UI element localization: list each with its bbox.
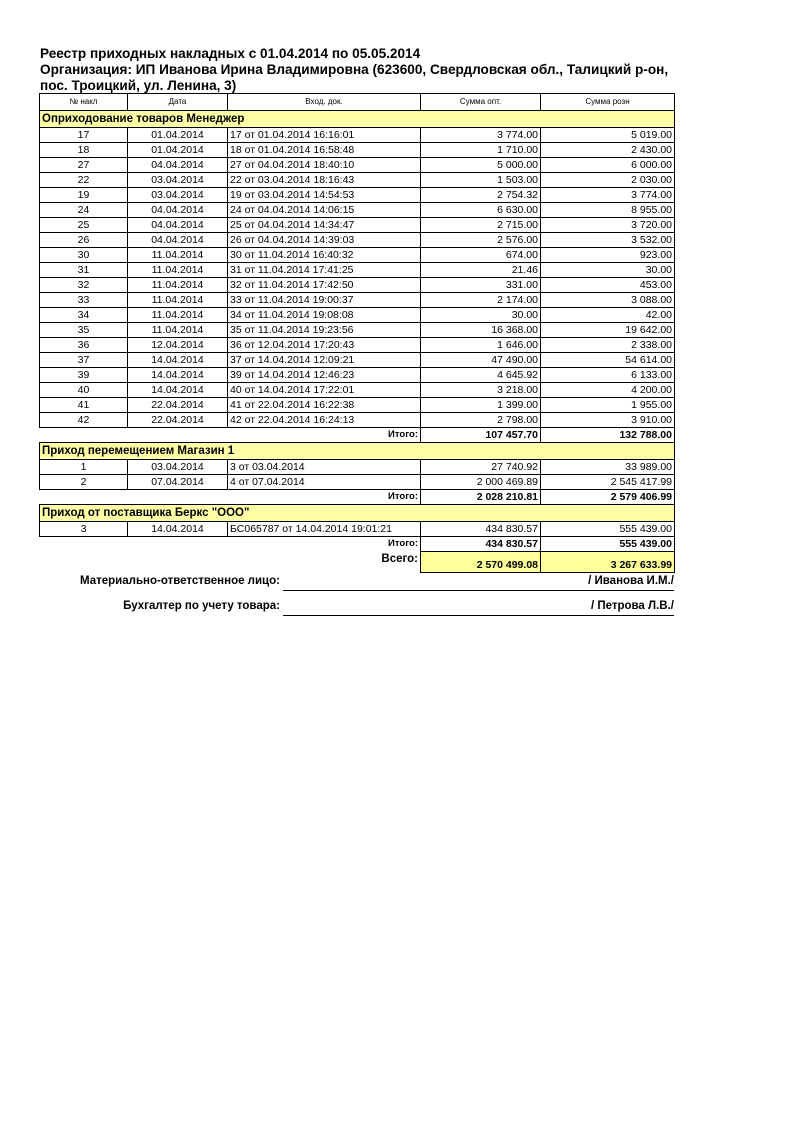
report-title: Реестр приходных накладных с 01.04.2014 по 05.05.2014 (40, 46, 421, 61)
cell-number: 37 (40, 353, 128, 368)
table-row (40, 278, 675, 293)
cell-number: 30 (40, 248, 128, 263)
cell-document: 30 от 11.04.2014 16:40:32 (228, 248, 421, 263)
table-row (40, 203, 675, 218)
table-row (40, 383, 675, 398)
cell-sum-retail: 453.00 (541, 278, 675, 293)
cell-date: 04.04.2014 (128, 203, 228, 218)
report-header (40, 46, 680, 94)
cell-document: 39 от 14.04.2014 12:46:23 (228, 368, 421, 383)
section-total-row (40, 490, 675, 505)
table-row (40, 218, 675, 233)
cell-sum-wholesale: 5 000.00 (421, 158, 541, 173)
cell-number: 39 (40, 368, 128, 383)
cell-sum-retail: 2 545 417.99 (541, 475, 675, 490)
cell-document: 36 от 12.04.2014 17:20:43 (228, 338, 421, 353)
cell-sum-retail: 6 000.00 (541, 158, 675, 173)
organization-address: пос. Троицкий, ул. Ленина, 3) (40, 78, 237, 93)
table-row (40, 475, 675, 490)
cell-number: 3 (40, 522, 128, 537)
cell-date: 14.04.2014 (128, 383, 228, 398)
table-row (40, 293, 675, 308)
total-sum-wholesale: 2 028 210.81 (421, 490, 541, 505)
table-body (40, 111, 675, 573)
cell-sum-wholesale: 434 830.57 (421, 522, 541, 537)
cell-sum-wholesale: 16 368.00 (421, 323, 541, 338)
cell-document: 18 от 01.04.2014 16:58:48 (228, 143, 421, 158)
cell-sum-wholesale: 2 798.00 (421, 413, 541, 428)
cell-number: 27 (40, 158, 128, 173)
total-sum-wholesale: 107 457.70 (421, 428, 541, 443)
cell-document: 26 от 04.04.2014 14:39:03 (228, 233, 421, 248)
cell-sum-wholesale: 2 000 469.89 (421, 475, 541, 490)
cell-date: 14.04.2014 (128, 353, 228, 368)
cell-date: 11.04.2014 (128, 263, 228, 278)
cell-date: 03.04.2014 (128, 460, 228, 475)
table-row (40, 308, 675, 323)
grand-total-sum-wholesale: 2 570 499.08 (421, 552, 541, 573)
cell-date: 22.04.2014 (128, 398, 228, 413)
column-header-sum-wholesale: Сумма опт. (421, 94, 541, 111)
cell-number: 32 (40, 278, 128, 293)
cell-number: 2 (40, 475, 128, 490)
cell-date: 11.04.2014 (128, 278, 228, 293)
cell-date: 11.04.2014 (128, 323, 228, 338)
table-row (40, 353, 675, 368)
cell-sum-retail: 2 338.00 (541, 338, 675, 353)
cell-date: 11.04.2014 (128, 293, 228, 308)
organization-line: Организация: ИП Иванова Ирина Владимировна (623600, Свердловская обл., Талицкий р-он, (40, 62, 669, 77)
table-header-row (40, 94, 675, 111)
cell-sum-wholesale: 2 715.00 (421, 218, 541, 233)
cell-number: 42 (40, 413, 128, 428)
cell-date: 11.04.2014 (128, 308, 228, 323)
table-row (40, 128, 675, 143)
cell-sum-wholesale: 2 174.00 (421, 293, 541, 308)
cell-document: 25 от 04.04.2014 14:34:47 (228, 218, 421, 233)
table-row (40, 158, 675, 173)
cell-date: 04.04.2014 (128, 218, 228, 233)
cell-number: 25 (40, 218, 128, 233)
cell-document: 40 от 14.04.2014 17:22:01 (228, 383, 421, 398)
total-sum-retail: 2 579 406.99 (541, 490, 675, 505)
cell-number: 40 (40, 383, 128, 398)
cell-sum-retail: 3 774.00 (541, 188, 675, 203)
cell-document: 27 от 04.04.2014 18:40:10 (228, 158, 421, 173)
table-row (40, 233, 675, 248)
total-sum-retail: 555 439.00 (541, 537, 675, 552)
cell-number: 26 (40, 233, 128, 248)
signature-line (283, 590, 674, 591)
cell-document: 3 от 03.04.2014 (228, 460, 421, 475)
table-row (40, 263, 675, 278)
section-title: Приход от поставщика Беркс "ООО" (40, 505, 675, 522)
table-row (40, 173, 675, 188)
section-header-row (40, 111, 675, 128)
table-row (40, 248, 675, 263)
cell-sum-retail: 3 532.00 (541, 233, 675, 248)
cell-number: 33 (40, 293, 128, 308)
total-label: Итого: (388, 429, 418, 440)
table-row (40, 143, 675, 158)
cell-document: 34 от 11.04.2014 19:08:08 (228, 308, 421, 323)
cell-sum-retail: 2 030.00 (541, 173, 675, 188)
cell-document: 32 от 11.04.2014 17:42:50 (228, 278, 421, 293)
cell-sum-wholesale: 3 218.00 (421, 383, 541, 398)
column-header-document: Вход. док. (228, 94, 421, 111)
cell-date: 04.04.2014 (128, 233, 228, 248)
cell-number: 35 (40, 323, 128, 338)
cell-sum-wholesale: 47 490.00 (421, 353, 541, 368)
table-row (40, 368, 675, 383)
cell-sum-retail: 2 430.00 (541, 143, 675, 158)
cell-date: 01.04.2014 (128, 128, 228, 143)
invoice-register-table (39, 93, 675, 573)
cell-document: 24 от 04.04.2014 14:06:15 (228, 203, 421, 218)
cell-sum-wholesale: 2 754.32 (421, 188, 541, 203)
cell-date: 07.04.2014 (128, 475, 228, 490)
cell-date: 03.04.2014 (128, 173, 228, 188)
cell-number: 22 (40, 173, 128, 188)
cell-sum-retail: 555 439.00 (541, 522, 675, 537)
section-header-row (40, 505, 675, 522)
cell-number: 34 (40, 308, 128, 323)
cell-document: 35 от 11.04.2014 19:23:56 (228, 323, 421, 338)
table-row (40, 398, 675, 413)
cell-number: 41 (40, 398, 128, 413)
cell-sum-retail: 30.00 (541, 263, 675, 278)
cell-sum-retail: 5 019.00 (541, 128, 675, 143)
cell-sum-retail: 3 088.00 (541, 293, 675, 308)
total-sum-wholesale: 434 830.57 (421, 537, 541, 552)
cell-date: 22.04.2014 (128, 413, 228, 428)
signature-name: / Иванова И.М./ (588, 575, 674, 587)
cell-document: БС065787 от 14.04.2014 19:01:21 (228, 522, 421, 537)
table-row (40, 413, 675, 428)
cell-date: 01.04.2014 (128, 143, 228, 158)
table-row (40, 188, 675, 203)
cell-sum-retail: 42.00 (541, 308, 675, 323)
column-header-sum-retail: Сумма розн (541, 94, 675, 111)
cell-date: 14.04.2014 (128, 522, 228, 537)
column-header-number: № накл (40, 94, 128, 111)
cell-document: 4 от 07.04.2014 (228, 475, 421, 490)
table-row (40, 338, 675, 353)
cell-date: 12.04.2014 (128, 338, 228, 353)
signature-label: Материально-ответственное лицо: (80, 575, 280, 587)
cell-sum-wholesale: 674.00 (421, 248, 541, 263)
grand-total-sum-retail: 3 267 633.99 (541, 552, 675, 573)
section-title: Оприходование товаров Менеджер (40, 111, 675, 128)
cell-number: 18 (40, 143, 128, 158)
cell-sum-retail: 3 910.00 (541, 413, 675, 428)
cell-sum-wholesale: 1 503.00 (421, 173, 541, 188)
cell-sum-retail: 1 955.00 (541, 398, 675, 413)
cell-document: 41 от 22.04.2014 16:22:38 (228, 398, 421, 413)
cell-document: 42 от 22.04.2014 16:24:13 (228, 413, 421, 428)
cell-sum-retail: 33 989.00 (541, 460, 675, 475)
cell-sum-wholesale: 1 646.00 (421, 338, 541, 353)
cell-date: 11.04.2014 (128, 248, 228, 263)
signature-accountant (40, 600, 674, 616)
table-row (40, 460, 675, 475)
cell-number: 36 (40, 338, 128, 353)
cell-number: 24 (40, 203, 128, 218)
cell-sum-wholesale: 6 630.00 (421, 203, 541, 218)
signature-name: / Петрова Л.В./ (590, 600, 674, 612)
cell-number: 19 (40, 188, 128, 203)
signature-label: Бухгалтер по учету товара: (123, 600, 280, 612)
cell-sum-retail: 19 642.00 (541, 323, 675, 338)
grand-total-row (40, 552, 675, 573)
cell-sum-wholesale: 1 399.00 (421, 398, 541, 413)
cell-document: 19 от 03.04.2014 14:54:53 (228, 188, 421, 203)
cell-document: 31 от 11.04.2014 17:41:25 (228, 263, 421, 278)
column-header-date: Дата (128, 94, 228, 111)
cell-sum-retail: 6 133.00 (541, 368, 675, 383)
signature-line (283, 615, 674, 616)
cell-sum-wholesale: 1 710.00 (421, 143, 541, 158)
cell-sum-wholesale: 2 576.00 (421, 233, 541, 248)
cell-document: 22 от 03.04.2014 18:16:43 (228, 173, 421, 188)
section-total-row (40, 537, 675, 552)
section-header-row (40, 443, 675, 460)
cell-date: 03.04.2014 (128, 188, 228, 203)
cell-sum-wholesale: 4 645.92 (421, 368, 541, 383)
cell-sum-wholesale: 3 774.00 (421, 128, 541, 143)
cell-date: 14.04.2014 (128, 368, 228, 383)
total-sum-retail: 132 788.00 (541, 428, 675, 443)
section-total-row (40, 428, 675, 443)
cell-sum-retail: 8 955.00 (541, 203, 675, 218)
total-label: Итого: (388, 538, 418, 550)
cell-sum-retail: 923.00 (541, 248, 675, 263)
cell-sum-wholesale: 21.46 (421, 263, 541, 278)
grand-total-label: Всего: (381, 552, 418, 565)
cell-sum-wholesale: 27 740.92 (421, 460, 541, 475)
cell-document: 17 от 01.04.2014 16:16:01 (228, 128, 421, 143)
cell-sum-retail: 54 614.00 (541, 353, 675, 368)
total-label: Итого: (388, 491, 418, 502)
table-row (40, 323, 675, 338)
section-title: Приход перемещением Магазин 1 (40, 443, 675, 460)
cell-document: 33 от 11.04.2014 19:00:37 (228, 293, 421, 308)
cell-sum-retail: 3 720.00 (541, 218, 675, 233)
cell-document: 37 от 14.04.2014 12:09:21 (228, 353, 421, 368)
table-row (40, 522, 675, 537)
cell-sum-retail: 4 200.00 (541, 383, 675, 398)
signature-responsible-person (40, 575, 674, 591)
cell-number: 1 (40, 460, 128, 475)
cell-date: 04.04.2014 (128, 158, 228, 173)
cell-sum-wholesale: 331.00 (421, 278, 541, 293)
cell-number: 31 (40, 263, 128, 278)
cell-sum-wholesale: 30.00 (421, 308, 541, 323)
cell-number: 17 (40, 128, 128, 143)
